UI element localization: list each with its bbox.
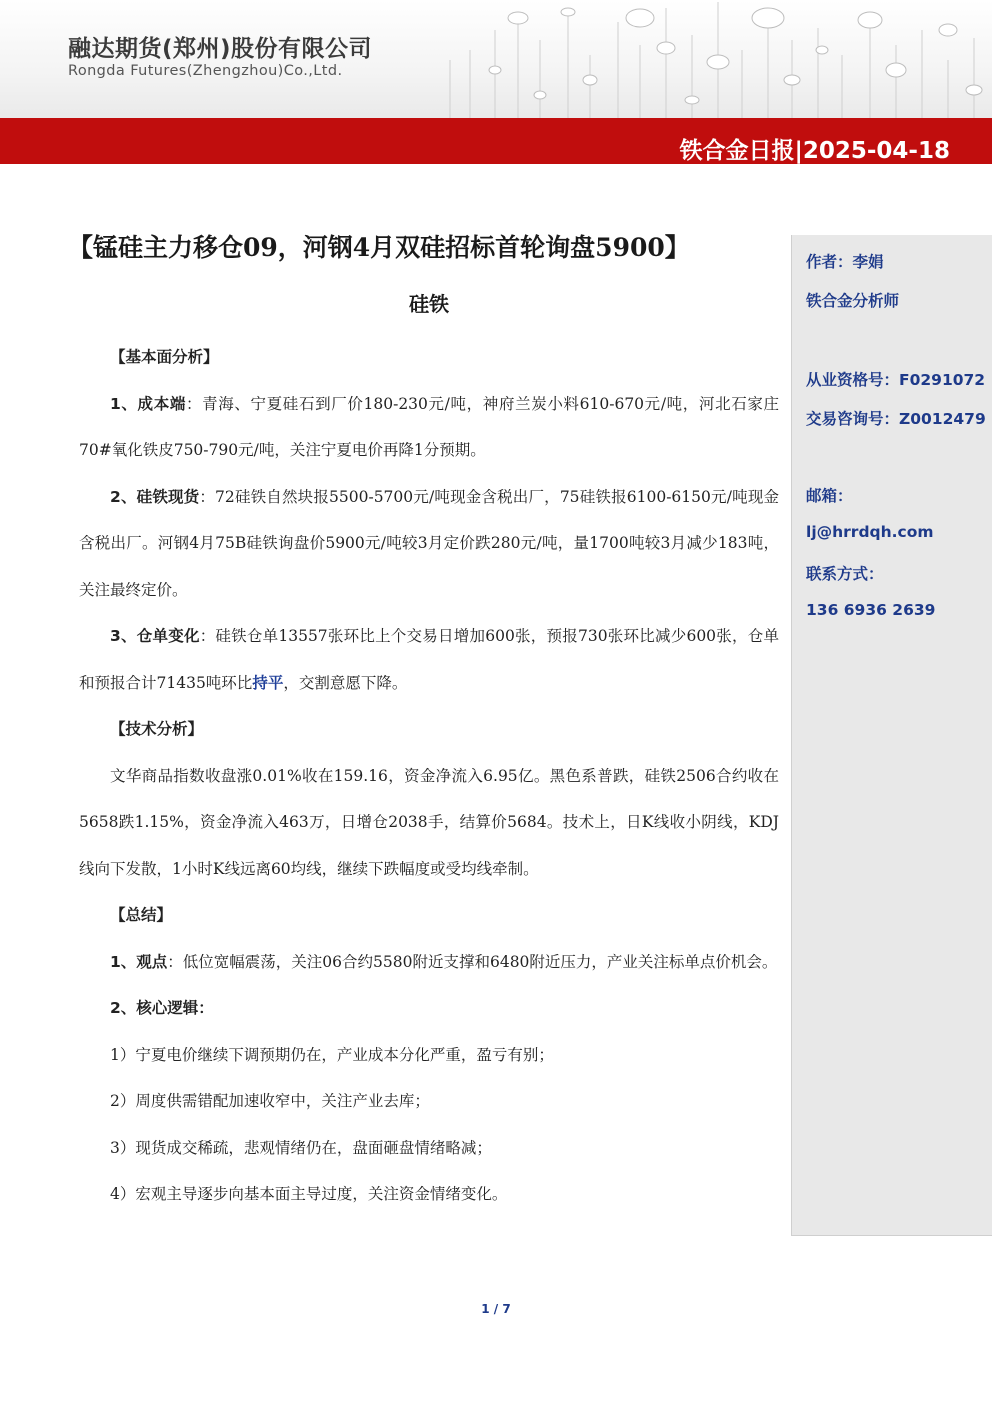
paragraph-view — [79, 939, 779, 986]
label-logic: 2、核心逻辑： — [110, 999, 214, 1017]
subtitle: 硅铁 — [409, 292, 449, 316]
paragraph-logic-label — [79, 985, 779, 1032]
logic-item: 4）宏观主导逐步向基本面主导过度，关注资金情绪变化。 — [110, 1185, 508, 1203]
paragraph-cost — [79, 381, 779, 474]
text-warehouse-a: ：硅铁仓单13557张环比上个交易日增加600张，预报730张环比减少600张，仓单和预报合计71435吨环比 — [79, 627, 779, 692]
text-warehouse-b: ，交割意愿下降。 — [283, 673, 408, 692]
paragraph-spot — [79, 474, 779, 614]
logic-item: 3）现货成交稀疏，悲观情绪仍在，盘面砸盘情绪略减； — [110, 1138, 492, 1157]
email-address[interactable]: lj@hrrdqh.com — [806, 523, 934, 541]
page-header — [0, 0, 992, 120]
label-spot: 2、硅铁现货 — [110, 487, 200, 506]
company-name-cn: 融达期货(郑州)股份有限公司 — [68, 36, 373, 62]
advisory-number: 交易咨询号：Z0012479 — [806, 410, 986, 428]
author-role: 铁合金分析师 — [806, 292, 900, 310]
paragraph-technical: 文华商品指数收盘涨0.01%收在159.16，资金净流入6.95亿。黑色系普跌，硅铁2506合约收在5658跌1.15%，资金净流入463万，日增仓2038手，结算价5684。技术上，日K线收小阴线，KDJ线向下发散，1小时K线远离60均线，继续下跌幅度或受均线牵制。 — [79, 766, 779, 878]
contact-label: 联系方式： — [806, 565, 884, 583]
report-body — [79, 334, 779, 1218]
author-sidebar — [791, 235, 992, 1236]
license-number: 从业资格号：F0291072 — [806, 371, 986, 389]
label-cost: 1、成本端 — [110, 394, 186, 413]
label-view: 1、观点 — [110, 952, 168, 971]
email-label: 邮箱： — [806, 487, 853, 505]
author-name: 作者：李娟 — [806, 253, 884, 271]
label-warehouse: 3、仓单变化 — [110, 627, 200, 645]
page-number: 1 / 7 — [481, 1302, 511, 1316]
text-cost: ：青海、宁夏硅石到厂价180-230元/吨，神府兰炭小料610-670元/吨，河北石家庄70#氧化铁皮750-790元/吨，关注宁夏电价再降1分预期。 — [79, 394, 779, 459]
paragraph-warehouse — [79, 613, 779, 706]
section-title-fundamental: 【基本面分析】 — [110, 348, 219, 366]
headline: 【锰硅主力移仓09，河钢4月双硅招标首轮询盘5900】 — [68, 233, 690, 262]
section-title-technical: 【技术分析】 — [110, 720, 204, 738]
text-spot: ：72硅铁自然块报5500-5700元/吨现金含税出厂，75硅铁报6100-6150元/吨现金含税出厂。河钢4月75B硅铁询盘价5900元/吨较3月定价跌280元/吨，量1700吨较3月减少183吨，关注最终定价。 — [79, 487, 779, 599]
text-view: ：低位宽幅震荡，关注06合约5580附近支撑和6480附近压力，产业关注标单点价机会。 — [167, 952, 778, 971]
company-name-en: Rongda Futures(Zhengzhou)Co.,Ltd. — [68, 63, 343, 79]
highlight-flat: 持平 — [252, 672, 284, 692]
logic-item: 2）周度供需错配加速收窄中，关注产业去库； — [110, 1092, 430, 1110]
logic-item: 1）宁夏电价继续下调预期仍在，产业成本分化严重，盈亏有别； — [110, 1045, 554, 1064]
header-decoration — [430, 0, 992, 120]
section-title-summary: 【总结】 — [110, 906, 173, 924]
phone-number: 136 6936 2639 — [806, 601, 936, 619]
report-title: 铁合金日报|2025-04-18 — [679, 138, 950, 164]
